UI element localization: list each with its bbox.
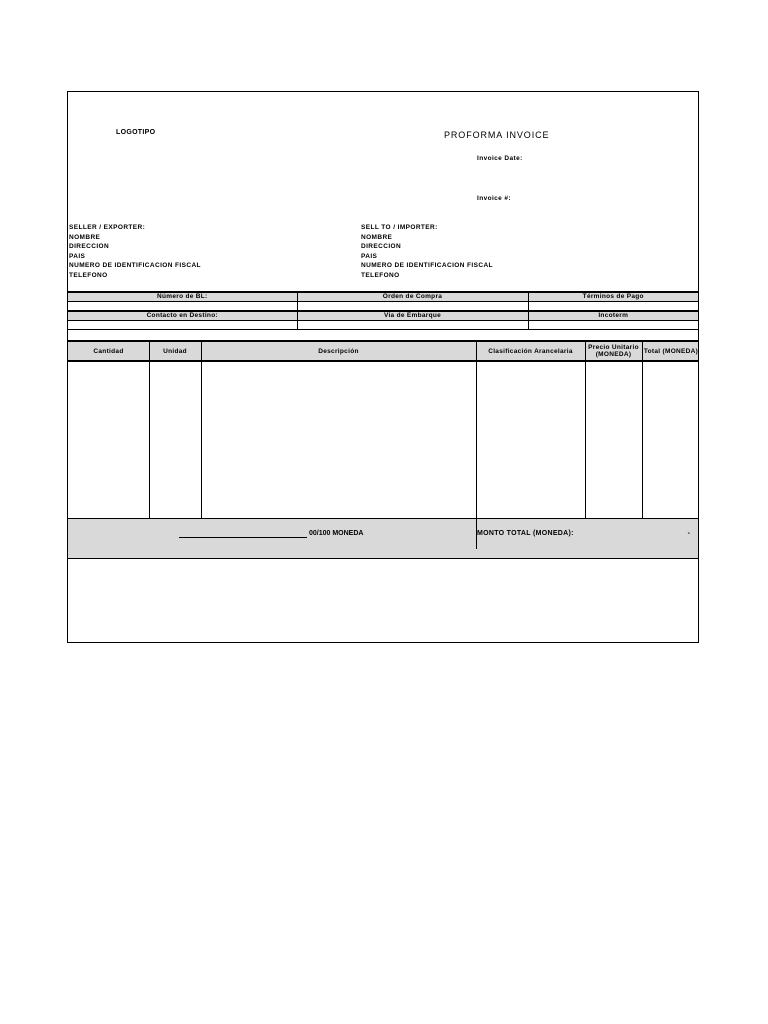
seller-phone-label: TELEFONO	[69, 271, 108, 279]
destination-contact-header: Contacto en Destino:	[68, 312, 297, 321]
seller-address-label: DIRECCION	[69, 243, 110, 250]
bl-number-header: Número de BL:	[68, 292, 297, 302]
amount-in-words-suffix: 00/100 MONEDA	[309, 530, 364, 537]
invoice-number-label: Invoice #:	[477, 195, 511, 202]
payment-terms-header: Términos de Pago	[528, 292, 698, 302]
bl-number-cell[interactable]	[68, 302, 297, 311]
buyer-name-label: NOMBRE	[361, 233, 393, 241]
payment-terms-cell[interactable]	[528, 302, 698, 311]
destination-contact-cell[interactable]	[68, 321, 297, 330]
purchase-order-header: Orden de Compra	[297, 292, 528, 302]
description-header: Descripción	[318, 347, 359, 355]
buyer-block	[361, 223, 493, 280]
unit-price-header: Precio Unitario (MONEDA)	[588, 344, 639, 358]
purchase-order-cell[interactable]	[297, 302, 528, 311]
quantity-column[interactable]	[68, 342, 150, 518]
seller-country-label: PAIS	[69, 252, 86, 260]
tariff-classification-column[interactable]	[476, 342, 586, 518]
document-title: PROFORMA INVOICE	[444, 130, 550, 140]
invoice-date-label: Invoice Date:	[477, 155, 523, 162]
totals-row	[68, 518, 698, 551]
buyer-tax-id-label: NUMERO DE IDENTIFICACION FISCAL	[361, 262, 493, 269]
buyer-phone-label: TELEFONO	[361, 271, 400, 279]
shipping-info-table-2	[68, 311, 698, 330]
shipping-method-cell[interactable]	[297, 321, 528, 330]
total-amount-label: MONTO TOTAL (MONEDA):	[477, 530, 574, 537]
total-amount-value: -	[687, 530, 690, 537]
tariff-classification-header: Clasificación Arancelaria	[488, 347, 573, 355]
unit-header: Unidad	[163, 347, 187, 355]
incoterm-cell[interactable]	[528, 321, 698, 330]
total-header: Total (MONEDA)	[643, 347, 699, 355]
proforma-invoice-sheet	[67, 91, 699, 643]
description-column[interactable]	[201, 342, 477, 518]
seller-name-label: NOMBRE	[69, 233, 101, 241]
unit-price-column[interactable]	[585, 342, 643, 518]
shipping-method-header: Via de Embarque	[297, 312, 528, 321]
quantity-header: Cantidad	[93, 347, 124, 355]
notes-area[interactable]	[68, 560, 698, 642]
seller-block	[69, 223, 201, 280]
seller-tax-id-label: NUMERO DE IDENTIFICACION FISCAL	[69, 262, 201, 269]
amount-in-words-line[interactable]	[179, 537, 307, 538]
shipping-info-table-1	[68, 291, 698, 311]
separator-strip	[68, 550, 698, 559]
unit-column[interactable]	[149, 342, 202, 518]
buyer-country-label: PAIS	[361, 252, 378, 260]
logo-placeholder: LOGOTIPO	[116, 129, 156, 136]
buyer-heading: SELL TO / IMPORTER:	[361, 224, 438, 231]
incoterm-header: Incoterm	[528, 312, 698, 321]
seller-heading: SELLER / EXPORTER:	[69, 224, 146, 231]
buyer-address-label: DIRECCION	[361, 243, 402, 250]
